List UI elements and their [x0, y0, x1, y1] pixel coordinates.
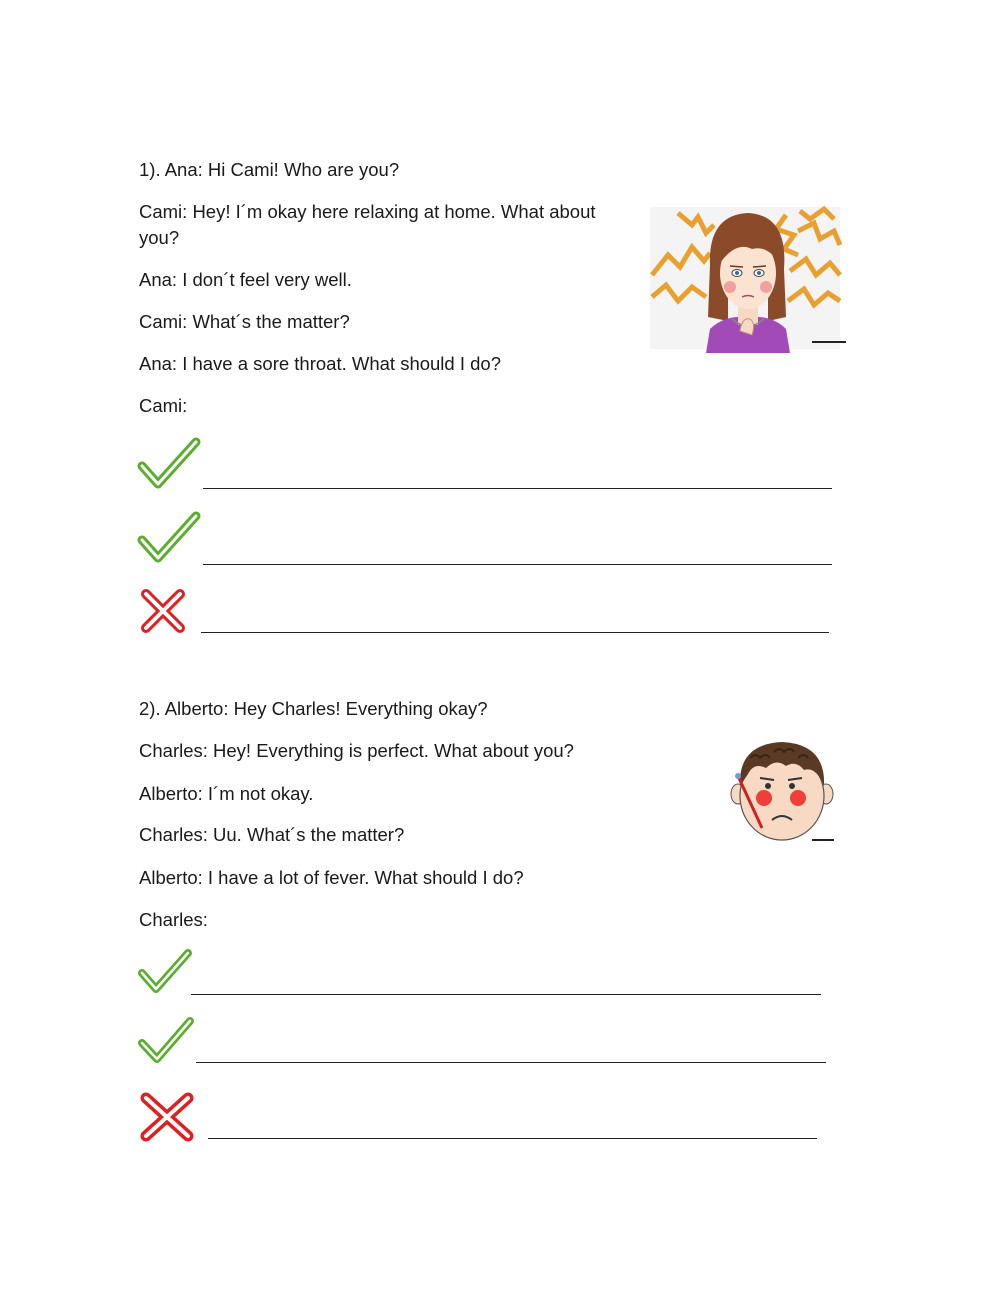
dialogue-line: Cami: Hey! I´m okay here relaxing at home. What about you?	[139, 201, 596, 248]
check-icon	[136, 1015, 196, 1067]
answer-blank[interactable]	[196, 1062, 826, 1063]
dialogue-line: Charles: Uu. What´s the matter?	[139, 824, 405, 845]
check-icon	[136, 436, 202, 492]
check-icon	[136, 947, 194, 997]
dash-mark	[812, 839, 834, 841]
answer-blank[interactable]	[203, 564, 832, 565]
answer-blank[interactable]	[208, 1138, 817, 1139]
dialogue-line: Ana: I have a sore throat. What should I do?	[139, 353, 501, 374]
dialogue-line: Charles:	[139, 909, 208, 930]
exercise-2-heading: 2). Alberto: Hey Charles! Everything okay?	[139, 698, 488, 719]
dialogue-line: Alberto: I´m not okay.	[139, 783, 314, 804]
answer-blank[interactable]	[191, 994, 821, 995]
answer-blank[interactable]	[201, 632, 829, 633]
cross-icon	[138, 1090, 196, 1144]
dash-mark	[812, 341, 846, 343]
answer-blank[interactable]	[203, 488, 832, 489]
dialogue-line: Ana: I don´t feel very well.	[139, 269, 352, 290]
cross-icon	[138, 588, 188, 634]
dialogue-line: Cami:	[139, 395, 188, 416]
dialogue-line: Cami: What´s the matter?	[139, 311, 350, 332]
dialogue-line: Alberto: I have a lot of fever. What should I do?	[139, 867, 524, 888]
girl-sore-throat-illustration	[648, 205, 848, 353]
check-icon	[136, 510, 202, 566]
boy-fever-illustration	[730, 736, 834, 844]
dialogue-line: Charles: Hey! Everything is perfect. What about you?	[139, 740, 574, 761]
exercise-1-heading: 1). Ana: Hi Cami! Who are you?	[139, 159, 400, 180]
